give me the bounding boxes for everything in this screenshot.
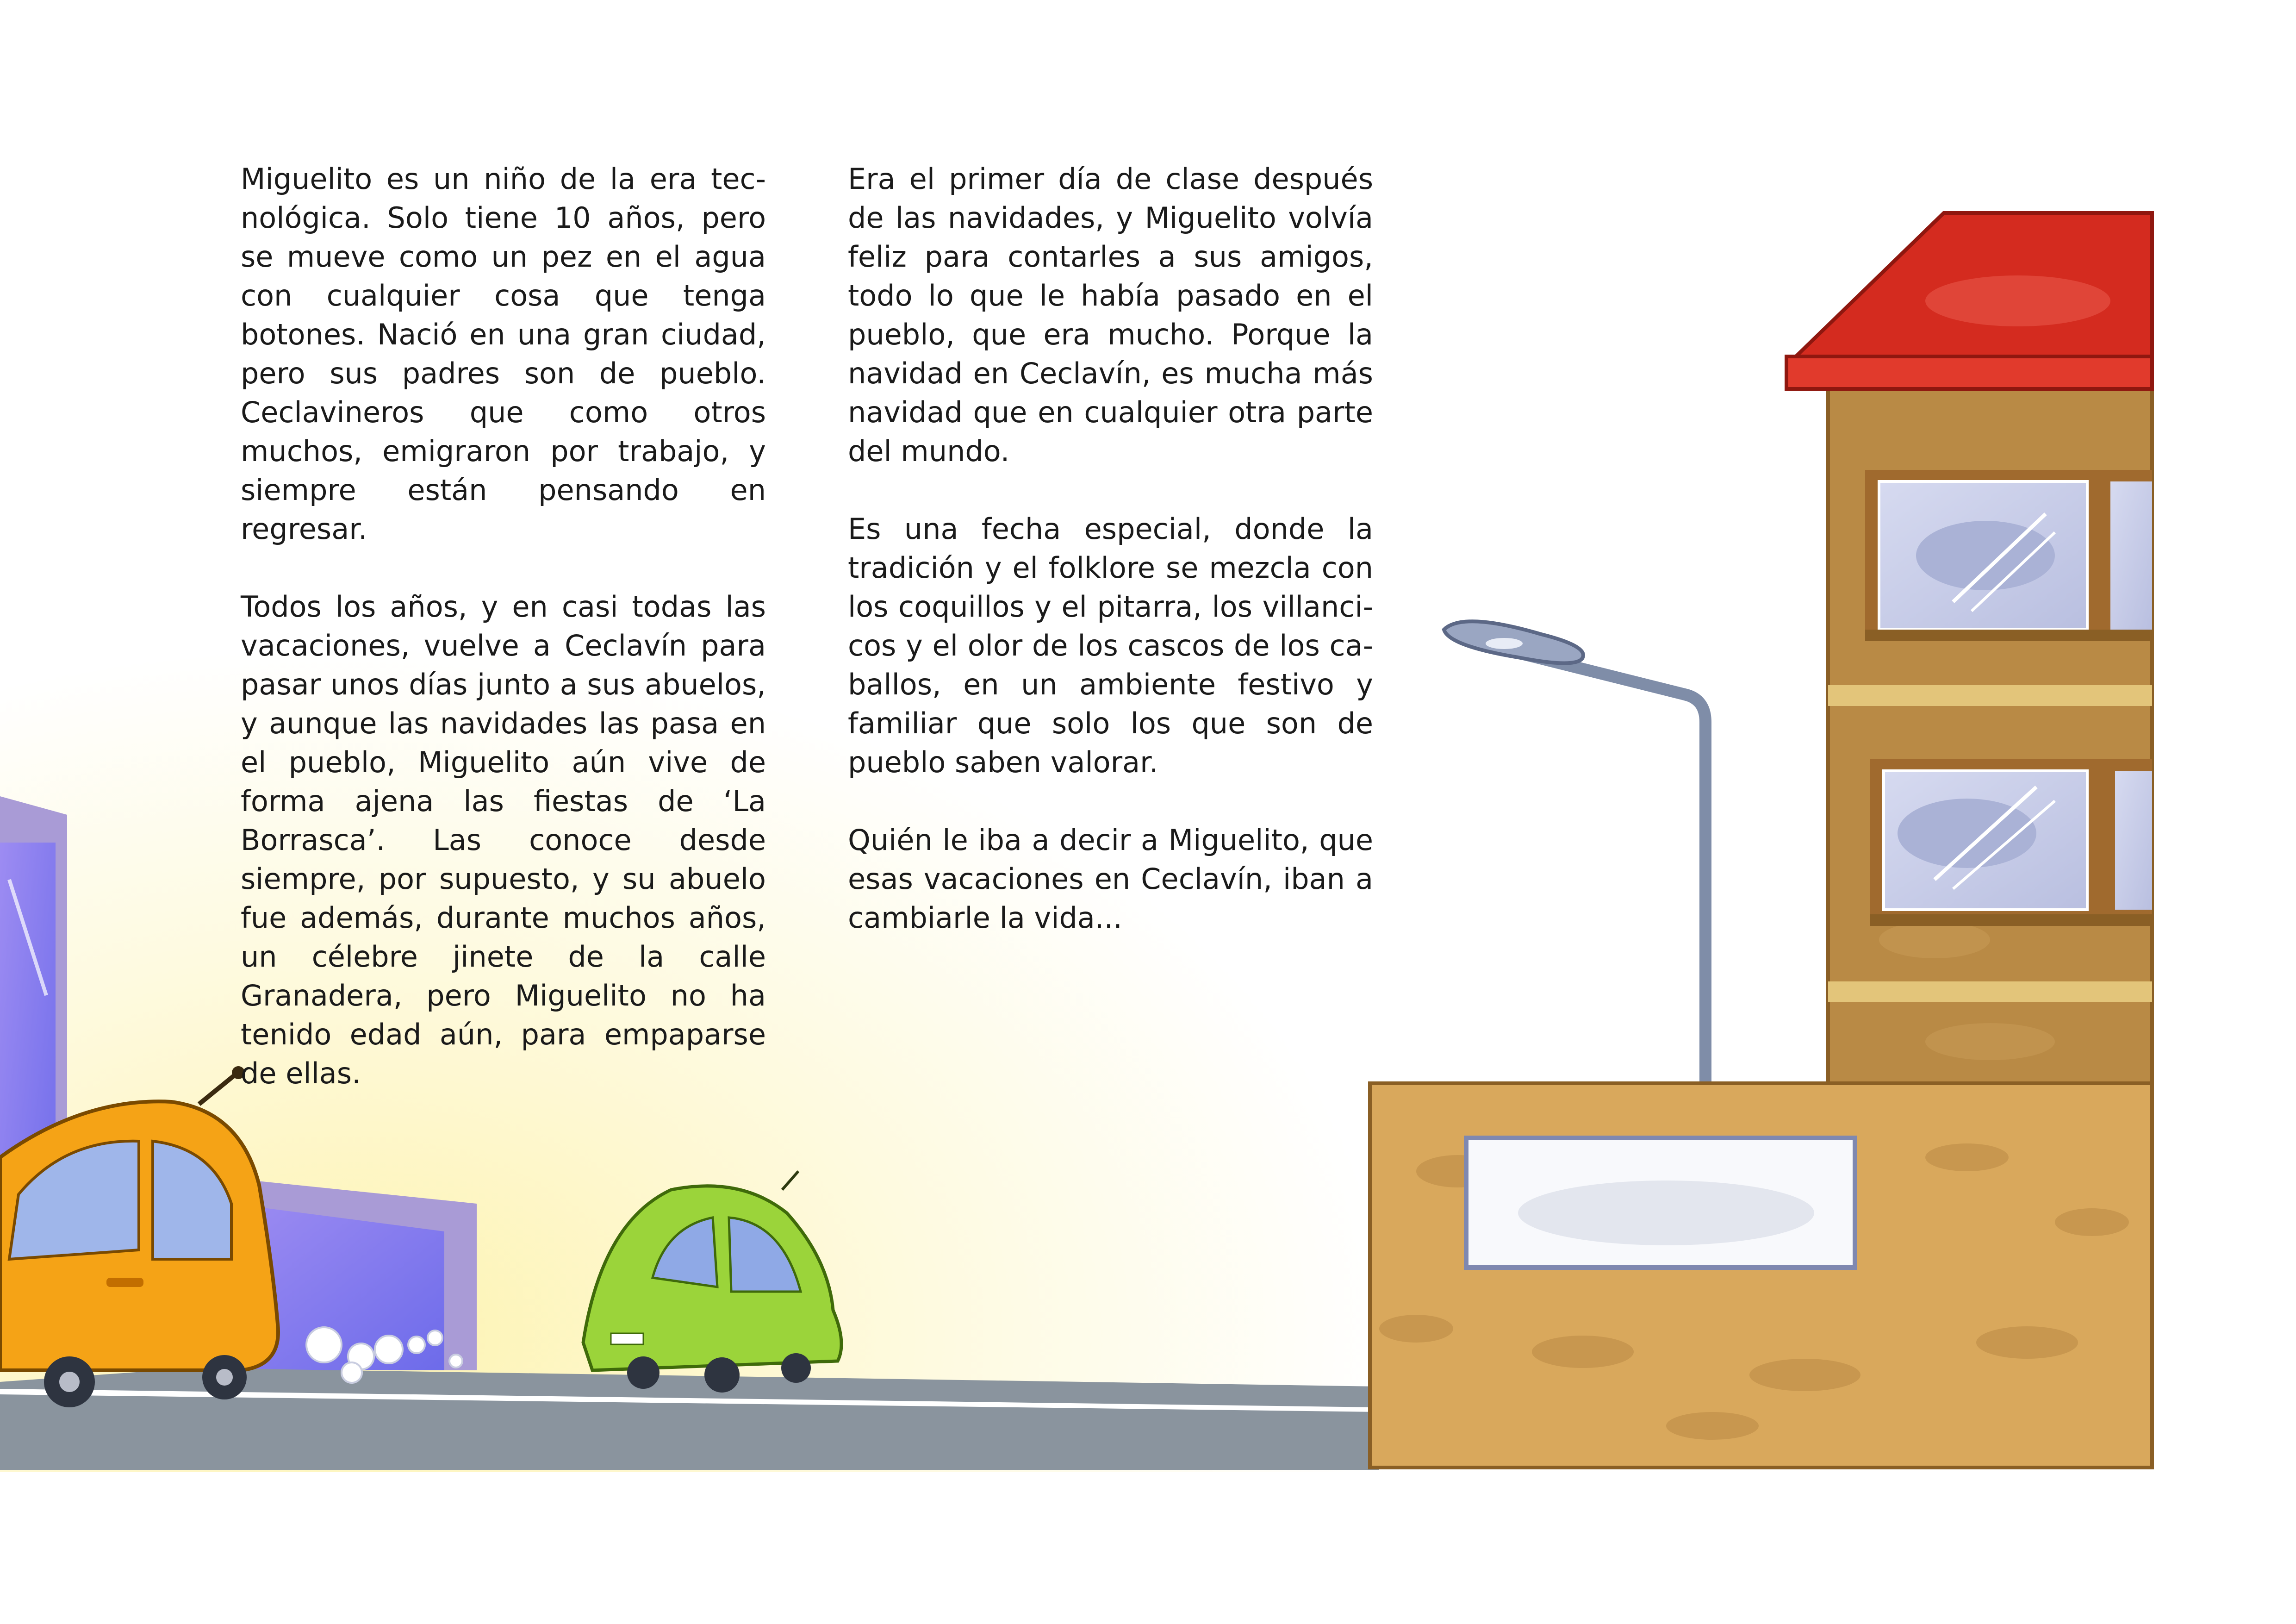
street-lamp: [1444, 621, 1705, 1088]
red-roof: [1786, 213, 2152, 389]
story-paragraph: Quién le iba a decir a Miguelito, que esas vacaciones en Ceclavín, iban a cambiarle la vida...: [848, 823, 1373, 935]
blank-sign: [1466, 1138, 1855, 1268]
story-paragraph: Miguelito es un niño de la era tecnológica. Solo tiene 10 años, pero se mueve como un pez en el agua con cualquier cosa que tenga botones. Nació en una gran ciudad, pero sus padres son de pueblo. Ceclavineros que como otros muchos, emigraron por trabajo, y siempre están pensando en regresar.: [241, 162, 766, 546]
story-column-left: [241, 160, 766, 1093]
story-column-right: [848, 160, 1373, 937]
upper-windows: [1865, 470, 2152, 641]
story-paragraph: Todos los años, y en casi todas las vacaciones, vuelve a Ceclavín para pasar unos días junto a sus abuelos, y aunque las navidades las pasa en el pueblo, Miguelito aún vive de forma ajena las fiestas de ‘La Borrasca’. Las conoce desde siempre, por supuesto, y su abuelo fue además, durante muchos años, un célebre jinete de la calle Granadera, pero Miguelito no ha tenido edad aún, para empaparse de ellas.: [241, 590, 766, 1090]
story-paragraph: Es una fecha especial, donde la tradición y el folklore se mezcla con los coquillos y el pitarra, los villancicos y el olor de los cascos de los caballos, en un ambiente festivo y familiar que solo los que son de pueblo saben valorar.: [848, 512, 1373, 779]
story-paragraph: Era el primer día de clase después de las navidades, y Miguelito volvía feliz para contarles a sus amigos, todo lo que le había pasado en el pueblo, que era mucho. Porque la navidad en Ceclavín, es mucha más navidad que en cualquier otra parte del mundo.: [848, 162, 1373, 468]
lower-windows: [1870, 759, 2152, 926]
